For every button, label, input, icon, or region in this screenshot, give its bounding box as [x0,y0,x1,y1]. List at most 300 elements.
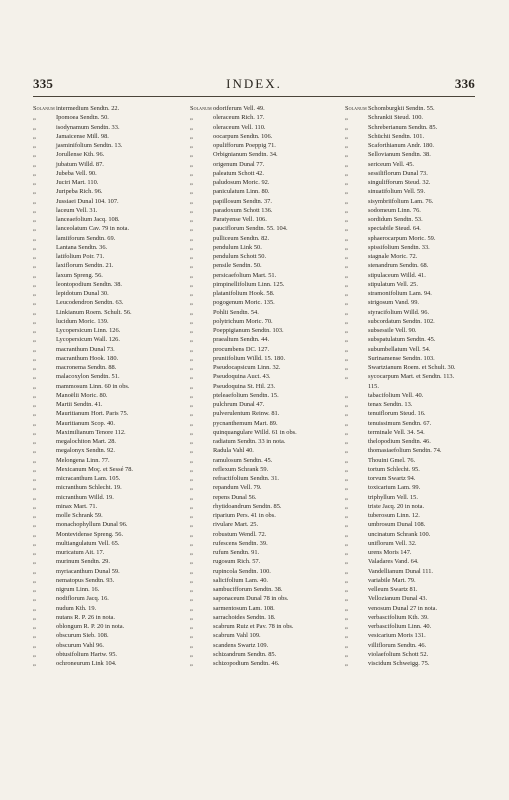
genus-marker: „ [33,188,36,196]
index-entry [190,557,332,566]
index-entry [190,548,332,557]
species-entry: leontopodium Sendtn. 38. [56,280,123,288]
genus-marker: „ [345,567,348,575]
species-entry: polytrichum Moric. 70. [213,317,273,325]
index-entry [33,567,175,576]
index-entry [345,557,487,566]
species-entry: rhytidoandrum Sendtn. 85. [213,502,282,510]
species-entry: Schrankii Steud. 100. [368,114,424,122]
genus-marker: „ [345,114,348,122]
species-entry: 115. [368,382,379,390]
species-entry: pulverulentum Reinw. 81. [213,410,280,418]
species-entry: stramonifolium Lam. 94. [368,290,432,297]
genus-marker: „ [33,660,36,667]
genus-marker: „ [345,558,348,566]
index-entry [33,400,175,409]
index-column-3 [345,104,487,668]
species-entry: terminale Vell. 34. 54. [368,428,425,436]
index-column-2 [190,104,332,668]
species-entry: laceum Vell. 31. [56,206,98,214]
genus-marker: „ [345,512,348,519]
genus-marker: „ [33,382,36,390]
species-entry: Maximilianum Tenore 112. [56,428,126,436]
index-entry [190,141,332,150]
genus-marker: „ [190,475,193,482]
genus-marker: „ [345,345,348,353]
species-entry: toxicarium Lam. 99. [368,484,421,492]
index-entry [190,335,332,344]
species-entry: subsessile Vell. 90. [368,327,417,334]
genus-marker: „ [33,299,36,307]
genus-marker: „ [345,299,348,307]
species-entry: tenax Sendtn. 13. [368,401,413,408]
genus-marker: „ [345,290,348,297]
species-entry: pycnanthemum Mart. 89. [213,419,278,427]
species-entry: Pseudocapsicum Linn. 32. [213,364,281,371]
genus-marker: „ [190,123,193,131]
species-entry: Juciri Mart. 110. [56,179,99,186]
species-entry: obtusifolium Hartw. 95. [56,650,118,658]
species-entry: laxum Spreng. 56. [56,271,103,279]
genus-marker: „ [345,179,348,186]
genus-marker: „ [33,142,36,149]
index-entry [33,113,175,122]
genus-marker: „ [33,650,36,658]
index-entry [190,622,332,631]
index-entry [33,520,175,529]
genus-marker: „ [190,632,193,640]
species-entry: quinquangulare Willd. 61 in obs. [213,428,297,436]
index-entry [345,493,487,502]
genus-marker: „ [345,484,348,492]
species-entry: pteleaefolium Sendtn. 15. [213,391,279,399]
index-entry [345,594,487,603]
index-entry [33,511,175,520]
index-entry [345,502,487,511]
genus-marker: „ [345,160,348,168]
species-entry: laxiflorum Sendtn. 21. [56,262,114,270]
genus-marker: „ [345,132,348,140]
genus-marker: „ [190,401,193,408]
index-entry [190,160,332,169]
species-entry: velleum Swartz 81. [368,586,418,593]
species-entry: sinuatifolium Vell. 59. [368,188,426,196]
genus-marker: „ [345,613,348,621]
species-entry: Paratyense Vell. 106. [213,216,267,223]
index-entry [345,474,487,483]
genus-marker: „ [190,456,193,464]
genus-marker: „ [190,576,193,584]
genus-marker: „ [33,521,36,529]
species-entry: Poeppigianum Sendtn. 103. [213,327,284,334]
genus-marker: „ [33,539,36,547]
index-entry [33,483,175,492]
index-entry [345,391,487,400]
species-entry: sodomeum Linn. 76. [368,206,421,214]
genus-marker: „ [190,604,193,612]
species-entry: Pseudoquina St. Hil. 23. [213,382,276,390]
index-entry [190,215,332,224]
index-entry [345,308,487,317]
genus-marker: „ [190,595,193,603]
species-entry: stagnale Moric. 72. [368,253,418,260]
index-entry [190,428,332,437]
species-entry: rivulare Mart. 25. [213,521,259,529]
species-entry: rufescens Sendtn. 39. [213,539,268,547]
index-entry [345,123,487,132]
species-entry: ochroneurum Link 104. [56,660,117,667]
species-entry: procumbens DC. 127. [213,345,270,353]
index-entry [33,530,175,539]
species-entry: papillosum Sendtn. 37. [213,197,272,205]
genus-marker: „ [190,539,193,547]
species-entry: strigosum Vand. 99. [368,299,420,307]
species-entry: Valadares Vand. 64. [368,558,419,566]
genus-marker: „ [345,623,348,630]
index-entry [345,530,487,539]
species-entry: monachophyllum Dunal 96. [56,521,128,529]
species-entry: reflexum Schrank 59. [213,465,269,473]
species-entry: Orbignianum Sendtn. 34. [213,151,278,159]
species-entry: spissifolium Sendtn. 33. [368,243,430,251]
species-entry: thelopodium Sendtn. 46. [368,438,431,445]
species-entry: pensile Sendtn. 50. [213,262,262,270]
genus-marker: „ [190,465,193,473]
genus-marker: „ [345,142,348,149]
species-entry: sarrachoides Sendtn. 18. [213,613,276,621]
index-entry [345,456,487,465]
genus-marker: „ [190,530,193,538]
index-entry [33,141,175,150]
index-entry [33,345,175,354]
species-entry: myriacanthum Dunal 59. [56,567,120,575]
genus-marker: „ [345,428,348,436]
genus-marker: „ [345,336,348,344]
genus-marker: „ [190,206,193,214]
index-entry [345,160,487,169]
species-entry: refractifolium Sendtn. 31. [213,475,280,482]
index-entry [190,437,332,446]
species-entry: Vellozianum Dunal 43. [368,595,428,603]
species-entry: origenum Dunal 77. [213,160,265,168]
genus-marker: „ [345,327,348,334]
genus-marker: „ [190,179,193,186]
genus-marker: „ [345,456,348,464]
genus-marker: „ [33,410,36,418]
page-number-left: 335 [33,76,54,91]
index-entry [33,631,175,640]
species-entry: megalochiton Mart. 28. [56,438,116,445]
index-entry [345,419,487,428]
index-entry [33,252,175,261]
genus-marker: „ [33,132,36,140]
species-entry: Pohlii Sendtn. 54. [213,308,259,316]
species-entry: macronema Sendtn. 88. [56,364,117,371]
genus-marker: „ [33,428,36,436]
index-entry [345,187,487,196]
index-entry [345,409,487,418]
index-entry [33,613,175,622]
genus-marker: „ [33,354,36,362]
genus-marker: „ [190,364,193,371]
index-entry [33,391,175,400]
species-entry: persicaefolium Mart. 51. [213,271,277,279]
index-entry [33,326,175,335]
index-entry [345,169,487,178]
species-entry: violaefolium Schott 52. [368,650,429,658]
header-rule [33,96,475,97]
genus-marker: Solanum [345,105,367,112]
genus-marker: „ [345,271,348,279]
index-entry [190,483,332,492]
species-entry: stipulatum Vell. 25. [368,280,418,288]
species-entry: sycocarpum Mart. et Sendtn. 113. [368,373,455,381]
index-entry [345,650,487,659]
species-entry: sisymbriifolium Lam. 76. [368,197,434,205]
genus-marker: „ [33,456,36,464]
species-entry: Surinamense Sendtn. 103. [368,354,435,362]
species-entry: micracanthum Lam. 105. [56,475,121,482]
genus-marker: „ [33,345,36,353]
species-entry: tabacifolium Vell. 40. [368,391,424,399]
index-entry [345,622,487,631]
species-entry: spectabile Steud. 64. [368,225,421,233]
species-entry: paleatum Schott 42. [213,169,264,177]
index-entry [33,641,175,650]
index-entry [33,354,175,363]
index-entry [345,511,487,520]
genus-marker: „ [190,410,193,418]
index-entry [190,113,332,122]
species-entry: praealtum Sendtn. 44. [213,336,270,344]
genus-marker: „ [345,604,348,612]
genus-marker: „ [190,354,193,362]
species-entry: latifolium Poir. 71. [56,253,105,260]
genus-marker: „ [190,512,193,519]
genus-marker: „ [345,197,348,205]
genus-marker: „ [345,576,348,584]
page-title: INDEX. [226,76,282,91]
index-entry [190,261,332,270]
index-entry [345,631,487,640]
genus-marker: „ [190,493,193,501]
species-entry: Melongena Linn. 77. [56,456,110,464]
genus-marker: „ [33,373,36,381]
species-entry: pogogenum Moric. 135. [213,299,275,307]
index-entry [345,520,487,529]
genus-marker: „ [33,364,36,371]
species-entry: nematopus Sendtn. 93. [56,576,115,584]
genus-marker: „ [190,169,193,177]
index-entry [190,391,332,400]
genus-marker: „ [345,317,348,325]
genus-marker: „ [345,438,348,445]
species-entry: macranthum Dunal 73. [56,345,115,353]
index-entry [190,446,332,455]
genus-marker: „ [345,169,348,177]
genus-marker: „ [345,410,348,418]
index-entry [190,641,332,650]
index-entry [190,539,332,548]
genus-marker: „ [345,465,348,473]
genus-marker: „ [345,419,348,427]
species-entry: Jamaicense Mill. 98. [56,132,109,140]
species-entry: nudum Kth. 19. [56,604,97,612]
species-entry: oblongum R. P. 20 in nota. [56,623,125,630]
index-entry [190,530,332,539]
index-entry [33,659,175,668]
genus-marker: „ [190,623,193,630]
genus-marker: „ [33,336,36,344]
genus-marker: „ [190,345,193,353]
index-entry [33,243,175,252]
genus-marker: „ [33,530,36,538]
index-entry [33,419,175,428]
index-entry [33,289,175,298]
species-entry: minax Mart. 71. [56,502,98,510]
genus-marker: „ [33,484,36,492]
species-entry: Thouini Gmel. 76. [368,456,416,464]
genus-marker: „ [190,382,193,390]
index-entry [345,576,487,585]
genus-marker: „ [33,576,36,584]
index-entry [345,437,487,446]
genus-marker: „ [190,271,193,279]
genus-marker: „ [345,530,348,538]
index-entry [190,465,332,474]
genus-marker: „ [33,216,36,223]
genus-marker: „ [33,290,36,297]
species-entry: stipulaceum Willd. 41. [368,271,426,279]
species-entry: stenandrum Sendtn. 68. [368,262,429,270]
genus-marker: „ [33,391,36,399]
genus-marker: „ [345,502,348,510]
index-entry [33,280,175,289]
genus-marker: „ [190,484,193,492]
index-entry [345,104,487,113]
species-entry: obscurum Sieb. 108. [56,632,109,640]
index-entry [33,585,175,594]
index-entry [33,123,175,132]
genus-marker: „ [345,123,348,131]
index-entry [345,224,487,233]
index-entry [33,428,175,437]
species-entry: thomasiaefolium Sendtn. 74. [368,447,442,455]
genus-marker: „ [190,160,193,168]
genus-marker: Solanum [33,105,55,112]
index-entry [345,354,487,363]
species-entry: triphyllum Vell. 15. [368,493,418,501]
genus-marker: „ [190,197,193,205]
index-entry [345,465,487,474]
genus-marker: „ [190,317,193,325]
index-entry [33,493,175,502]
index-entry [345,363,487,372]
index-entry [345,428,487,437]
species-entry: scandens Swartz 109. [213,641,269,649]
species-entry: Mauritianum Scop. 40. [56,419,115,427]
index-entry [33,502,175,511]
index-entry [190,372,332,381]
genus-marker: „ [345,243,348,251]
genus-marker: „ [345,641,348,649]
species-entry: paniculatum Linn. 80. [213,188,270,196]
index-entry [345,206,487,215]
species-entry: subcordatum Sendtn. 102. [368,317,435,325]
index-column-1 [33,104,175,668]
genus-marker: „ [345,364,348,371]
genus-marker: „ [345,632,348,640]
genus-marker: „ [345,354,348,362]
index-entry [33,382,175,391]
genus-marker: „ [190,234,193,242]
genus-marker: „ [345,225,348,233]
index-entry [190,567,332,576]
species-entry: tenuiflorum Steud. 16. [368,410,426,418]
species-entry: schizopodium Sendtn. 46. [213,660,280,667]
index-entry [345,150,487,159]
genus-marker: „ [33,280,36,288]
index-entry [345,382,487,391]
index-entry [190,511,332,520]
species-entry: verbascifolium Linn. 40. [368,623,432,630]
index-entry [190,224,332,233]
genus-marker: „ [190,502,193,510]
index-entry [33,178,175,187]
genus-marker: „ [190,558,193,566]
index-entry [190,502,332,511]
index-entry [190,234,332,243]
species-entry: murinum Sendtn. 29. [56,558,110,566]
index-entry [190,326,332,335]
species-entry: vesicarium Moris 131. [368,632,426,640]
species-entry: sarmentosum Lam. 108. [213,604,275,612]
genus-marker: „ [190,650,193,658]
index-entry [33,465,175,474]
index-entry [345,659,487,668]
species-entry: tenuissimum Sendtn. 67. [368,419,432,427]
species-entry: intermedium Sendtn. 22. [56,105,120,112]
genus-marker: „ [33,308,36,316]
genus-marker: „ [190,243,193,251]
species-entry: obscurum Vahl 96. [56,641,104,649]
species-entry: uncinatum Schrank 100. [368,530,431,538]
index-entry [33,437,175,446]
species-entry: subspatulatum Sendtn. 45. [368,336,436,344]
species-entry: opulifforum Poeppig 71. [213,142,276,149]
species-entry: repens Dunal 56. [213,493,257,501]
index-entry [190,493,332,502]
species-entry: macranthum Hook. 180. [56,354,119,362]
index-entry [33,622,175,631]
index-entry [345,234,487,243]
genus-marker: „ [33,502,36,510]
genus-marker: „ [33,114,36,122]
genus-marker: „ [190,641,193,649]
species-entry: tortum Schlecht. 95. [368,465,420,473]
species-entry: molle Schrank 59. [56,512,103,519]
index-entry [190,474,332,483]
genus-marker: „ [190,428,193,436]
index-entry [190,298,332,307]
species-entry: ramulosum Sendtn. 45. [213,456,273,464]
genus-marker: „ [33,401,36,408]
species-entry: Scaforthianum Andr. 180. [368,142,435,149]
species-entry: Linkianum Roem. Schult. 56. [56,308,132,316]
species-entry: micranthum Schlecht. 19. [56,484,122,492]
species-entry: Mexicanum Moç. et Sessé 78. [56,465,134,473]
species-entry: sessiliflorum Dunal 73. [368,169,428,177]
